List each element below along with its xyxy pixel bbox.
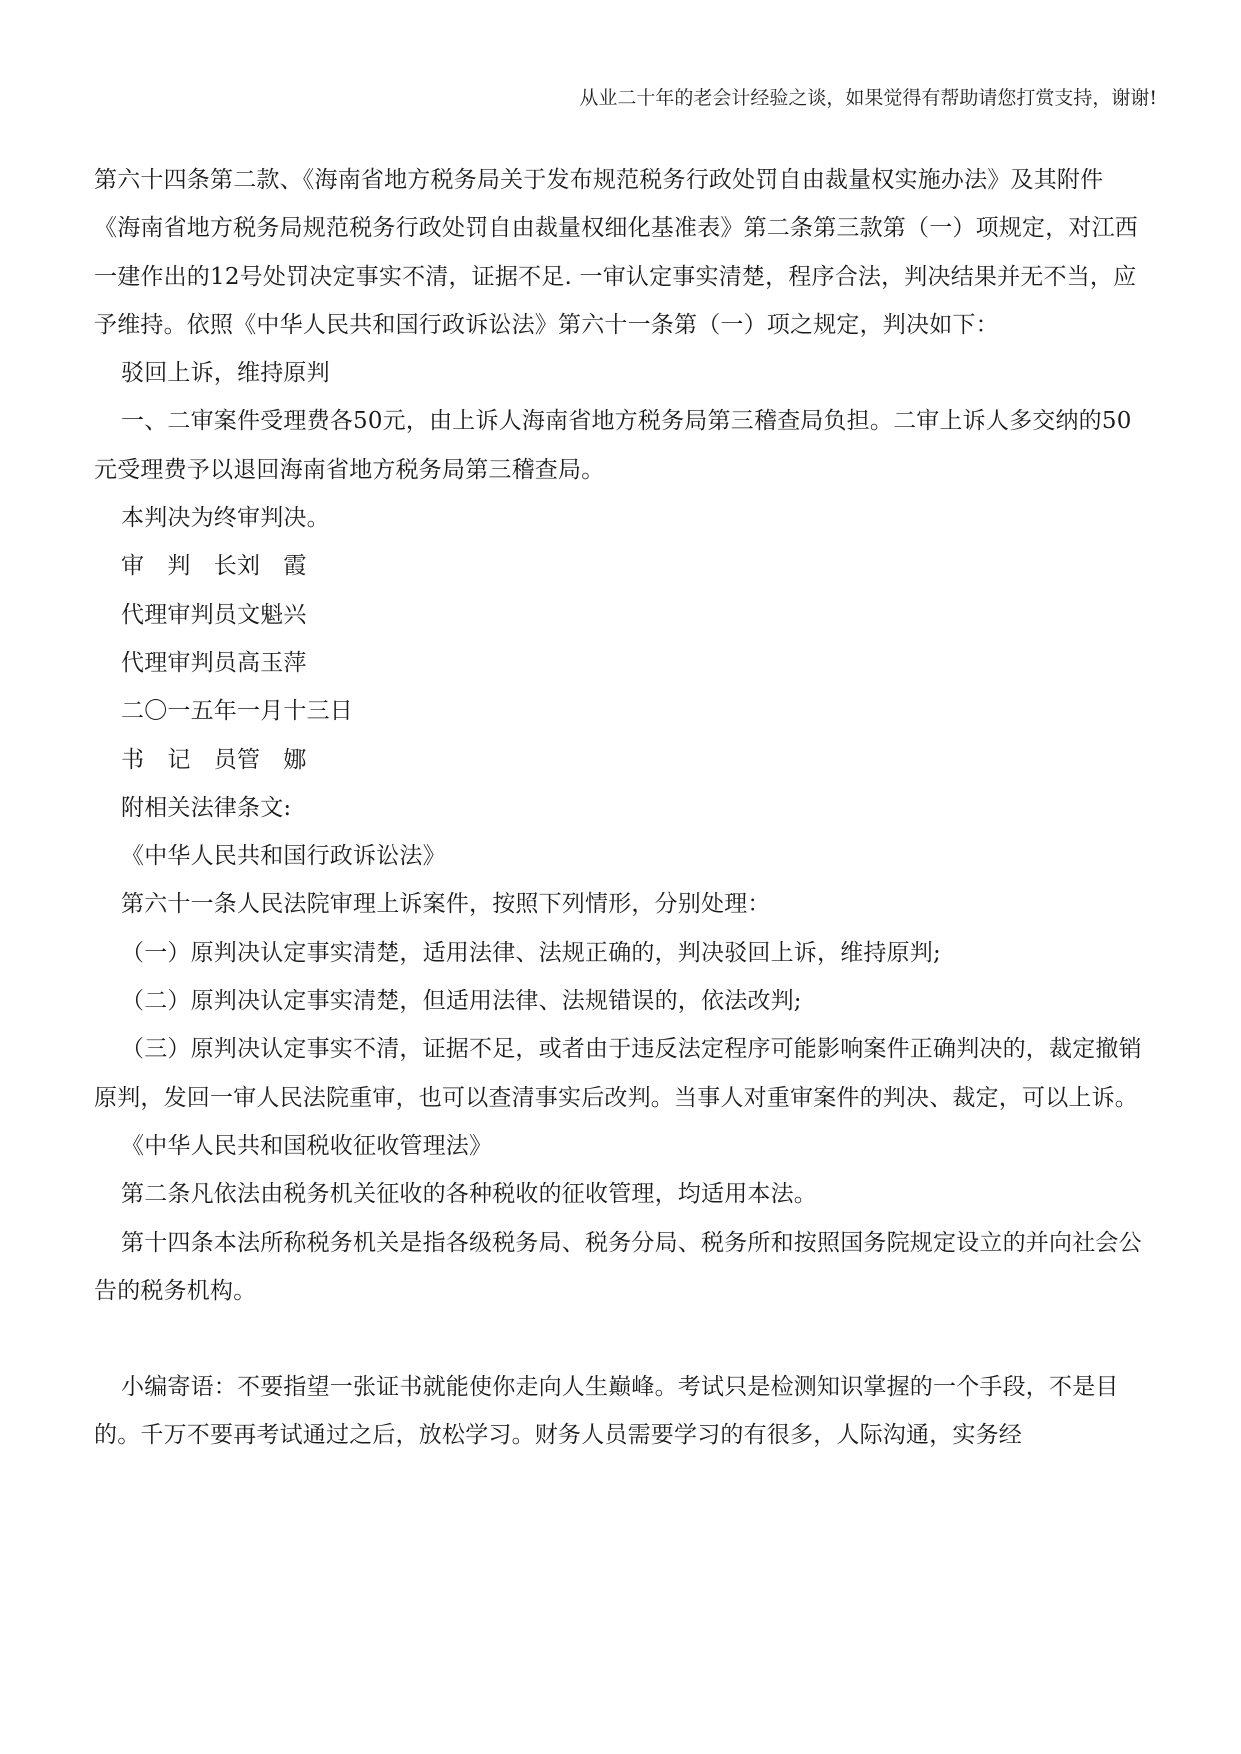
article-61: 第六十一条人民法院审理上诉案件，按照下列情形，分别处理： [121,891,771,918]
paragraph-2: 驳回上诉，维持原判 [121,360,330,387]
signature-acting-judge-2: 代理审判员高玉萍 [121,649,307,676]
editor-note: 小编寄语：不要指望一张证书就能使你走向人生巅峰。考试只是检测知识掌握的一个手段，不是目的。千万不要再考试通过之后，放松学习。财务人员需要学习的有很多，人际沟通，实务经 [94,1374,1119,1449]
law-title-admin-litigation: 《中华人民共和国行政诉讼法》 [121,843,446,870]
article-14: 第十四条本法所称税务机关是指各级税务局、税务分局、税务所和按照国务院规定设立的并向社会公告的税务机构。 [94,1229,1142,1304]
law-title-tax-collection: 《中华人民共和国税收征收管理法》 [121,1132,493,1159]
paragraph-1: 第六十四条第二款、《海南省地方税务局关于发布规范税务行政处罚自由裁量权实施办法》及其附件《海南省地方税务局规范税务行政处罚自由裁量权细化基准表》第二条第三款第（一）项规定，对江西一建作出的12号处罚决定事实不清，证据不足. 一审认定事实清楚，程序合法，判决结果并无不当，应予维持。依照《中华人民共和国行政诉讼法》第六十一条第（一）项之规定，判决如下： [94,167,1138,338]
paragraph-4: 本判决为终审判决。 [121,505,330,532]
paragraph-spacer [94,1315,1148,1363]
article-61-item-2: （二）原判决认定事实清楚，但适用法律、法规错误的，依法改判; [121,988,802,1015]
signature-acting-judge-1: 代理审判员文魁兴 [121,601,307,628]
article-2: 第二条凡依法由税务机关征收的各种税收的征收管理，均适用本法。 [121,1181,817,1208]
document-body [94,156,1148,1460]
signature-presiding-judge: 审 判 长刘 霞 [121,553,307,580]
judgment-date: 二〇一五年一月十三日 [121,698,353,725]
paragraph-3: 一、二审案件受理费各50元，由上诉人海南省地方税务局第三稽查局负担。二审上诉人多交纳的50元受理费予以退回海南省地方税务局第三稽查局。 [94,408,1132,483]
article-61-item-1: （一）原判决认定事实清楚，适用法律、法规正确的，判决驳回上诉，维持原判; [121,939,941,966]
article-61-item-3: （三）原判决认定事实不清，证据不足，或者由于违反法定程序可能影响案件正确判决的，裁定撤销原判，发回一审人民法院重审，也可以查清事实后改判。当事人对重审案件的判决、裁定，可以上诉。 [94,1036,1142,1111]
signature-clerk: 书 记 员管 娜 [121,746,307,773]
appendix-heading: 附相关法律条文: [121,794,292,821]
header-note: 从业二十年的老会计经验之谈，如果觉得有帮助请您打赏支持，谢谢! [579,87,1157,109]
